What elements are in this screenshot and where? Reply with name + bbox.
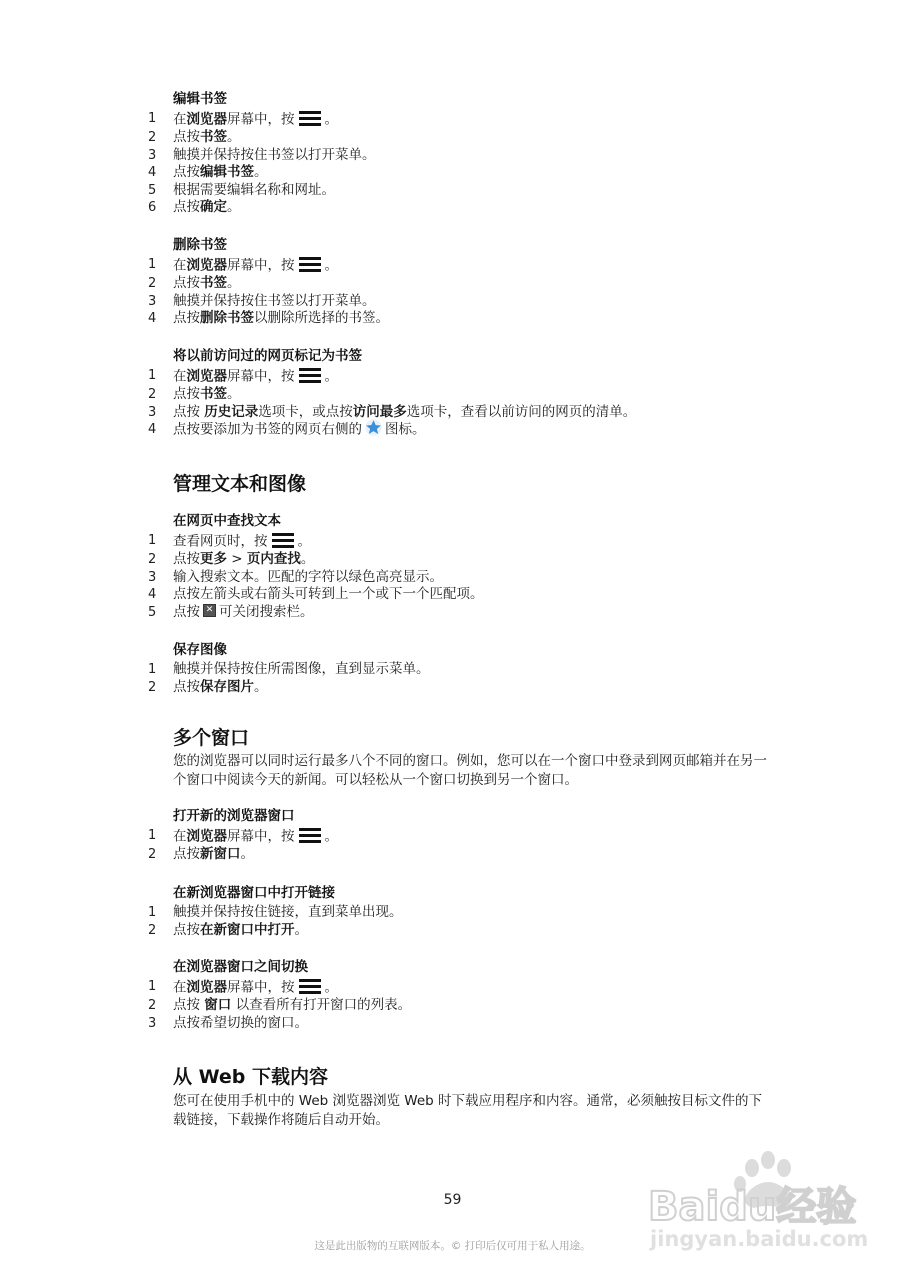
step-number: 1 <box>148 257 157 272</box>
heading-manage-text-images: 管理文本和图像 <box>173 473 307 495</box>
step-number: 2 <box>148 552 157 567</box>
step-text: 选项卡，或点按 <box>258 403 353 420</box>
subtitle-open-link: 在新浏览器窗口中打开链接 <box>173 885 335 901</box>
steps-bookmark-visited <box>148 367 636 439</box>
step-text: 屏幕中，按 <box>227 257 295 274</box>
close-icon: ✕ <box>203 604 216 617</box>
steps-find-text <box>148 532 484 621</box>
step-item <box>148 997 411 1015</box>
step-text: > <box>227 551 247 567</box>
paragraph-multiple-windows: 您的浏览器可以同时运行最多八个不同的窗口。例如，您可以在一个窗口中登录到网页邮箱并在另一个窗口中阅读今天的新闻。可以轻松从一个窗口切换到另一个窗口。 <box>173 753 767 788</box>
step-text: 点按 <box>173 846 200 862</box>
step-text: 在 <box>173 979 187 996</box>
step-item <box>148 256 389 275</box>
step-text: 可关闭搜索栏。 <box>219 603 314 620</box>
step-text: 以查看所有打开窗口的列表。 <box>231 997 412 1013</box>
bold-term: 浏览器 <box>186 111 227 128</box>
star-icon <box>365 419 382 436</box>
step-text: 触摸并保持按住链接，直到菜单出现。 <box>173 904 403 920</box>
step-item <box>148 421 636 439</box>
step-text: 。 <box>227 386 241 402</box>
step-text: 。 <box>324 257 338 274</box>
step-text: 在 <box>173 257 187 274</box>
step-item <box>148 110 376 129</box>
step-text: 点按 <box>173 997 205 1013</box>
step-text: 输入搜索文本。匹配的字符以绿色高亮显示。 <box>173 568 443 585</box>
steps-edit-bookmark <box>148 110 376 217</box>
step-text: 点按 <box>173 551 200 567</box>
step-text: 点按 <box>173 129 200 145</box>
step-item <box>148 679 430 697</box>
step-text: 点按 <box>173 403 205 420</box>
heading-multiple-windows: 多个窗口 <box>173 727 250 749</box>
step-text: 查看网页时，按 <box>173 533 268 550</box>
step-text: 点按希望切换的窗口。 <box>173 1014 308 1031</box>
step-number: 2 <box>148 922 157 938</box>
step-text: 选项卡，查看以前访问的网页的清单。 <box>406 403 637 420</box>
step-text: 。 <box>240 846 254 862</box>
step-number: 4 <box>148 165 157 180</box>
step-text: 。 <box>324 828 338 845</box>
bold-term: 页内查找 <box>246 551 301 567</box>
step-item <box>148 164 376 182</box>
step-text: 。 <box>300 551 315 567</box>
step-item <box>148 922 403 940</box>
step-item <box>148 569 484 587</box>
bold-term: 书签 <box>200 129 227 145</box>
step-number: 1 <box>148 979 157 994</box>
step-text: 点按左箭头或右箭头可转到上一个或下一个匹配项。 <box>173 586 484 602</box>
steps-new-window <box>148 827 338 864</box>
step-number: 1 <box>148 662 157 677</box>
paragraph-download-web: 您可在使用手机中的 Web 浏览器浏览 Web 时下载应用程序和内容。通常，必须触按目标文件的下载链接，下载操作将随后自动开始。 <box>173 1093 763 1128</box>
menu-icon <box>297 826 323 845</box>
step-item <box>148 586 484 604</box>
step-text: 点按 <box>173 386 200 402</box>
watermark-url: jingyan.baidu.com <box>650 1227 869 1251</box>
step-item <box>148 386 636 404</box>
steps-delete-bookmark <box>148 256 389 328</box>
step-text: 屏幕中，按 <box>227 111 295 128</box>
step-text: 。 <box>254 164 268 180</box>
step-item <box>148 604 484 622</box>
step-number: 1 <box>148 533 157 548</box>
step-text: 点按 <box>173 164 200 180</box>
step-item <box>148 978 411 997</box>
step-text: 屏幕中，按 <box>227 828 295 845</box>
step-item <box>148 661 430 679</box>
bold-term: 历史记录 <box>204 403 259 420</box>
step-text: 点按 <box>173 310 200 326</box>
bold-term: 浏览器 <box>186 368 227 385</box>
step-number: 2 <box>148 387 157 402</box>
step-number: 3 <box>148 569 157 585</box>
subtitle-save-image: 保存图像 <box>173 642 227 658</box>
bold-term: 更多 <box>200 551 227 567</box>
step-item <box>148 310 389 328</box>
menu-icon <box>297 109 323 128</box>
menu-icon <box>297 977 323 996</box>
step-text: 点按 <box>173 921 200 938</box>
step-item <box>148 129 376 147</box>
bold-term: 保存图片 <box>200 678 254 695</box>
baidu-watermark-logo <box>640 1138 880 1258</box>
step-number: 3 <box>148 293 157 309</box>
subtitle-bookmark-visited: 将以前访问过的网页标记为书签 <box>173 348 362 364</box>
step-number: 4 <box>148 422 157 437</box>
step-text: 屏幕中，按 <box>227 368 295 385</box>
step-text: 。 <box>227 199 241 215</box>
menu-icon <box>270 531 296 550</box>
bold-term: 新窗口 <box>200 846 241 862</box>
step-text: 以删除所选择的书签。 <box>254 310 389 326</box>
step-item <box>148 367 636 386</box>
step-number: 1 <box>148 368 157 383</box>
bold-term: 确定 <box>200 199 227 215</box>
step-number: 4 <box>148 587 157 602</box>
bold-term: 访问最多 <box>352 403 407 420</box>
step-text: 屏幕中，按 <box>227 979 295 996</box>
step-text: 触摸并保持按住书签以打开菜单。 <box>173 292 376 309</box>
step-number: 5 <box>148 182 157 198</box>
step-text: 。 <box>254 678 268 695</box>
step-text: 图标。 <box>385 421 426 438</box>
bold-term: 窗口 <box>204 997 232 1013</box>
bold-term: 浏览器 <box>186 257 227 274</box>
subtitle-switch-window: 在浏览器窗口之间切换 <box>173 959 308 975</box>
step-text: 在 <box>173 828 187 845</box>
step-text: 。 <box>324 368 338 385</box>
step-number: 1 <box>148 828 157 843</box>
step-text: 根据需要编辑名称和网址。 <box>173 181 335 198</box>
step-item <box>148 827 338 846</box>
bold-term: 编辑书签 <box>200 164 254 180</box>
step-text: 。 <box>297 533 311 550</box>
steps-switch-window <box>148 978 411 1032</box>
step-item <box>148 904 403 922</box>
bold-term: 浏览器 <box>186 828 227 845</box>
step-text: 。 <box>324 111 338 128</box>
step-text: 点按要添加为书签的网页右侧的 <box>173 421 362 438</box>
step-item <box>148 275 389 293</box>
step-number: 2 <box>148 130 157 145</box>
step-item <box>148 846 338 864</box>
step-item <box>148 551 484 569</box>
step-number: 5 <box>148 604 157 620</box>
step-number: 2 <box>148 276 157 291</box>
bold-term: 删除书签 <box>200 310 254 326</box>
step-number: 3 <box>148 404 157 420</box>
step-text: 触摸并保持按住所需图像，直到显示菜单。 <box>173 661 430 677</box>
step-text: 。 <box>227 275 241 291</box>
subtitle-find-text: 在网页中查找文本 <box>173 513 281 529</box>
bold-term: 书签 <box>200 386 227 402</box>
footer-note: 这是此出版物的互联网版本。© 打印后仅可用于私人用途。 <box>314 1240 591 1252</box>
subtitle-delete-bookmark: 删除书签 <box>173 237 227 253</box>
step-item <box>148 147 376 165</box>
step-text: 在 <box>173 368 187 385</box>
step-text: 。 <box>324 979 338 996</box>
step-number: 3 <box>148 1015 157 1031</box>
step-item <box>148 199 376 217</box>
subtitle-new-window: 打开新的浏览器窗口 <box>173 808 295 824</box>
step-item <box>148 532 484 551</box>
step-item <box>148 182 376 200</box>
page-number: 59 <box>443 1192 462 1208</box>
step-item <box>148 293 389 311</box>
step-item <box>148 1015 411 1033</box>
step-number: 1 <box>148 905 157 920</box>
steps-open-link <box>148 904 403 939</box>
step-text: 点按 <box>173 678 200 695</box>
step-number: 2 <box>148 679 157 695</box>
step-text: 点按 <box>173 199 200 215</box>
steps-save-image <box>148 661 430 696</box>
subtitle-edit-bookmark: 编辑书签 <box>173 91 227 107</box>
menu-icon <box>297 366 323 385</box>
bold-term: 浏览器 <box>186 979 227 996</box>
step-text: 在 <box>173 111 187 128</box>
step-text: 触摸并保持按住书签以打开菜单。 <box>173 146 376 163</box>
step-number: 2 <box>148 847 157 862</box>
step-number: 4 <box>148 311 157 326</box>
step-number: 1 <box>148 111 157 126</box>
step-number: 3 <box>148 147 157 163</box>
step-text: 。 <box>294 921 308 938</box>
step-item <box>148 404 636 422</box>
watermark-brand: Baidu经验 <box>648 1184 857 1230</box>
step-text: 。 <box>227 129 241 145</box>
menu-icon <box>297 255 323 274</box>
step-number: 2 <box>148 998 157 1013</box>
heading-download-web: 从 Web 下载内容 <box>173 1066 328 1088</box>
bold-term: 书签 <box>200 275 227 291</box>
bold-term: 在新窗口中打开 <box>200 921 295 938</box>
step-text: 点按 <box>173 603 200 620</box>
step-number: 6 <box>148 200 157 215</box>
step-text: 点按 <box>173 275 200 291</box>
